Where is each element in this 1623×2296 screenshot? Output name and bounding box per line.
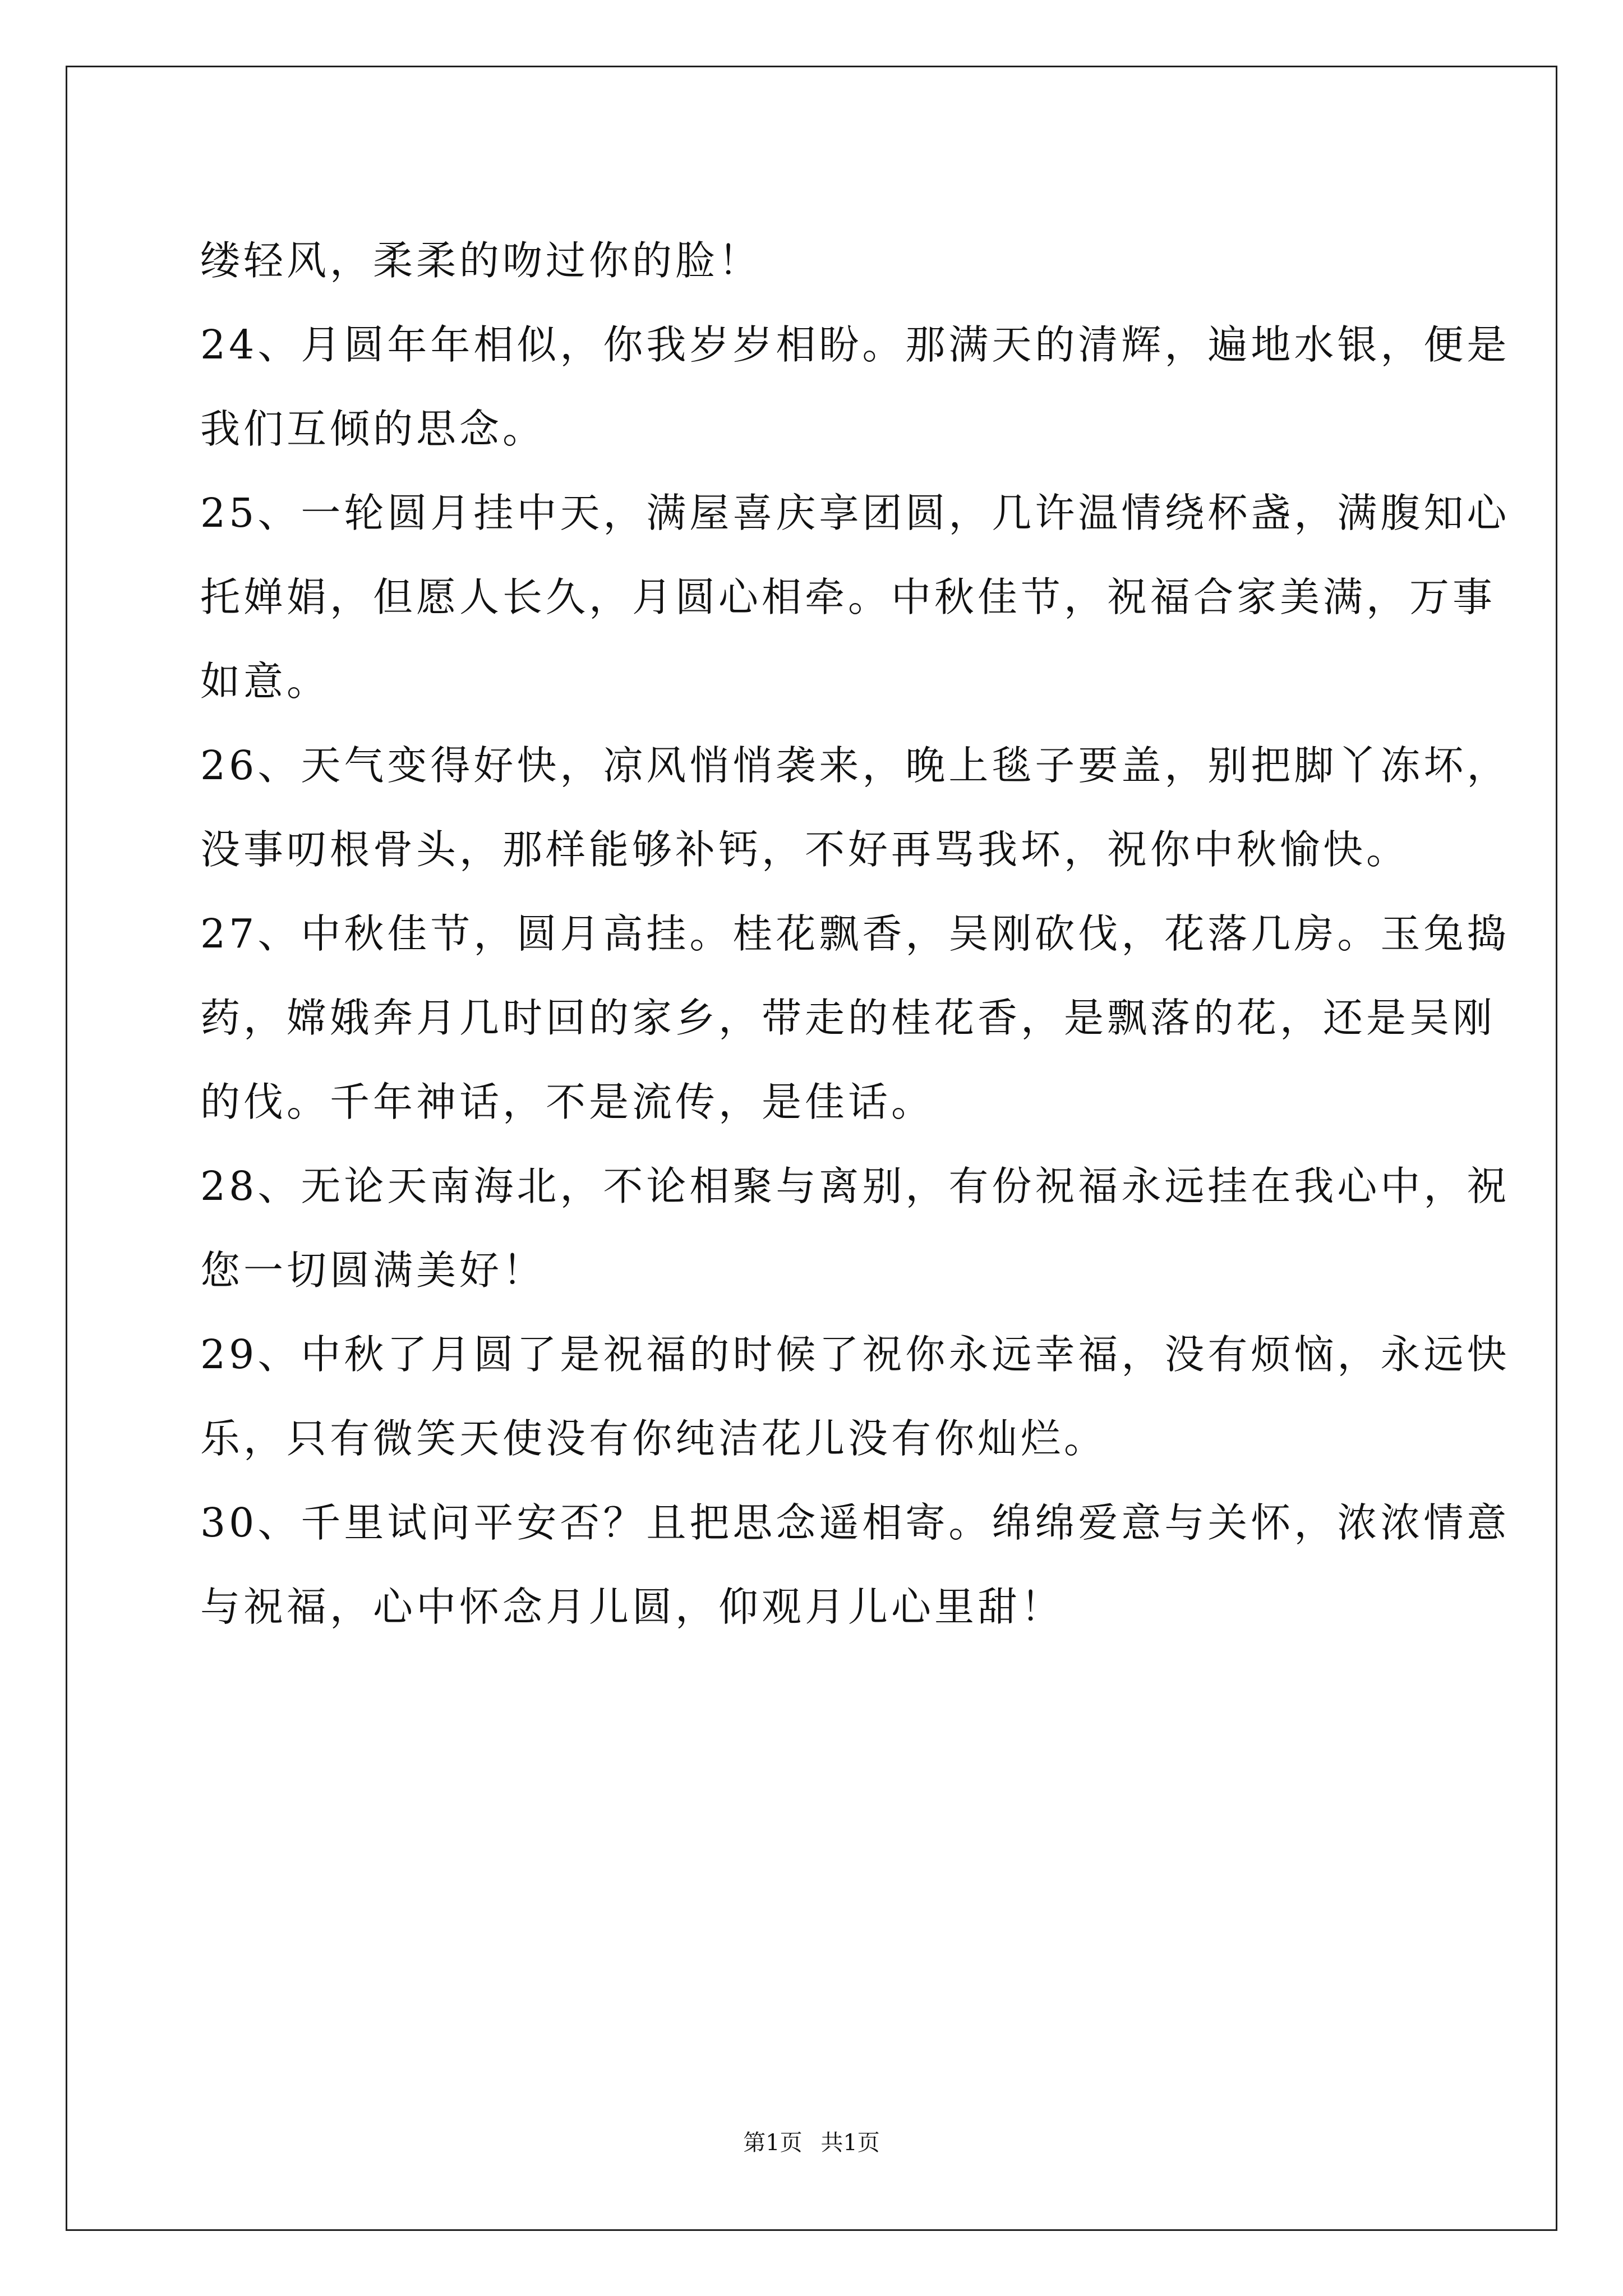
page-number: 第1页: [743, 2130, 803, 2156]
text-line: 的伐。千年神话，不是流传，是佳话。: [200, 1079, 935, 1125]
text-line: 没事叨根骨头，那样能够补钙，不好再骂我坏，祝你中秋愉快。: [200, 826, 1410, 873]
text-line: 28、无论天南海北，不论相聚与离别，有份祝福永远挂在我心中，祝: [200, 1163, 1510, 1209]
text-line: 26、天气变得好快，凉风悄悄袭来，晚上毯子要盖，别把脚丫冻坏，: [200, 742, 1510, 789]
text-line: 29、中秋了月圆了是祝福的时候了祝你永远幸福，没有烦恼，永远快: [200, 1331, 1510, 1378]
text-line: 27、中秋佳节，圆月高挂。桂花飘香，吴刚砍伐，花落几房。玉兔捣: [200, 910, 1510, 957]
page-footer: [0, 2126, 1623, 2160]
document-body: [200, 219, 1510, 1649]
text-line: 24、月圆年年相似，你我岁岁相盼。那满天的清辉，遍地水银，便是: [200, 321, 1510, 368]
text-line: 您一切圆满美好！: [200, 1247, 546, 1294]
text-line: 托婵娟，但愿人长久，月圆心相牵。中秋佳节，祝福合家美满，万事: [200, 574, 1496, 620]
text-line: 缕轻风，柔柔的吻过你的脸！: [200, 237, 762, 284]
text-line: 如意。: [200, 658, 330, 705]
text-line: 我们互倾的思念。: [200, 406, 546, 452]
text-line: 与祝福，心中怀念月儿圆，仰观月儿心里甜！: [200, 1584, 1064, 1630]
text-line: 25、一轮圆月挂中天，满屋喜庆享团圆，几许温情绕杯盏，满腹知心: [200, 490, 1510, 536]
text-line: 药，嫦娥奔月几时回的家乡，带走的桂花香，是飘落的花，还是吴刚: [200, 995, 1496, 1041]
page-total: 共1页: [820, 2130, 880, 2156]
text-line: 乐，只有微笑天使没有你纯洁花儿没有你灿烂。: [200, 1415, 1108, 1462]
text-line: 30、千里试问平安否？且把思念遥相寄。绵绵爱意与关怀，浓浓情意: [200, 1499, 1510, 1546]
